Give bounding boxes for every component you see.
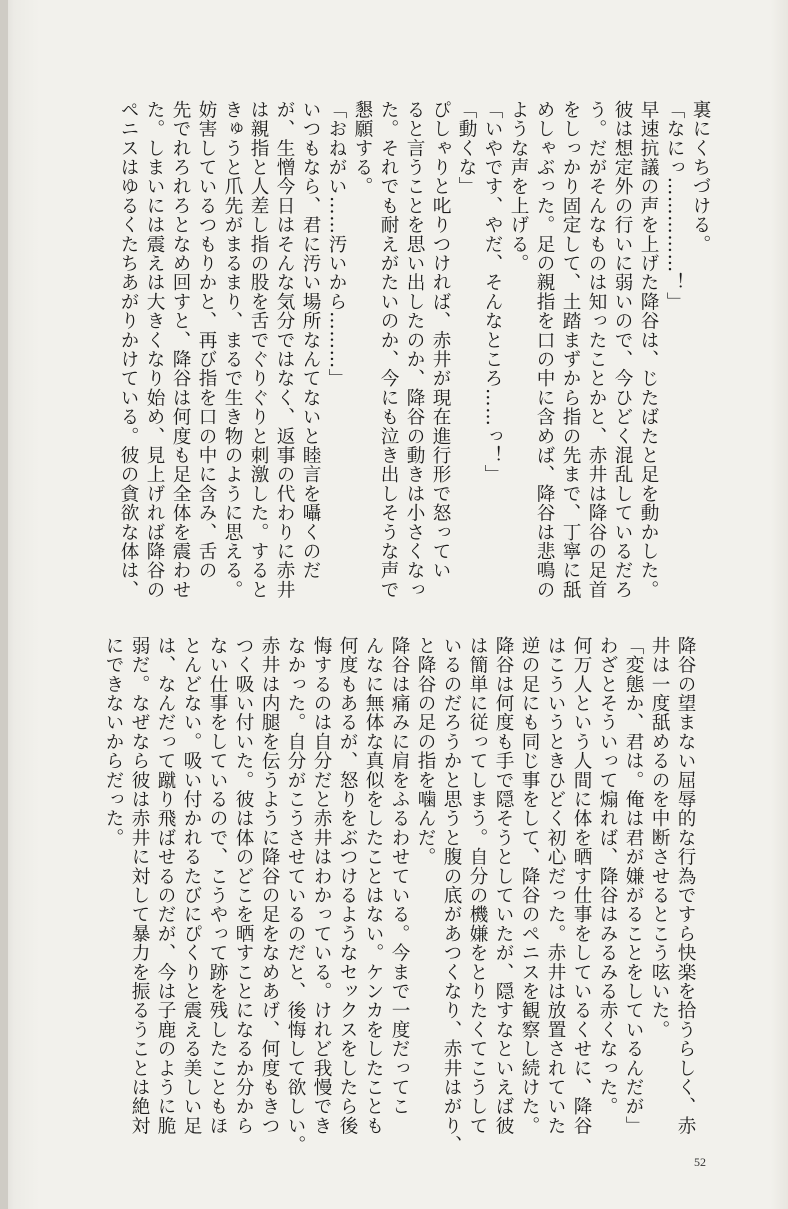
- text-line: 妨害しているつもりかと、再び指を口の中に含み、舌の: [196, 100, 217, 580]
- text-line: 「いやです、やだ、そんなところ……っ！」: [482, 100, 503, 484]
- text-line: 「おねがい……汚いから………」: [326, 100, 347, 388]
- text-line: わざとそういって煽れば、降谷はみるみる赤くなった。: [597, 636, 618, 1116]
- text-line: ペニスはゆるくたちあがりかけている。彼の貪欲な体は、: [118, 100, 139, 600]
- text-line: 降谷は何度も手で隠そうとしていたが、隠すなといえば彼: [493, 636, 514, 1136]
- text-line: 悔するのは自分だと赤井はわかっている。けれど我慢でき: [311, 636, 332, 1136]
- text-line: は親指と人差し指の股を舌でぐりぐりと刺激した。すると: [248, 100, 269, 600]
- text-line: 何度もあるが、怒りをぶつけるようなセックスをしたら後: [337, 636, 358, 1136]
- text-line: 降谷の望まない屈辱的な行為ですら快楽を拾うらしく、赤: [675, 636, 696, 1136]
- text-line: つく吸い付いた。彼は体のどこを晒すことになるか分から: [233, 636, 254, 1136]
- text-block-top: [115, 100, 713, 600]
- text-line: た。それでも耐えがたいのか、今にも泣き出しそうな声で: [378, 100, 399, 600]
- text-line: た。しまいには震えは大きくなり始め、見上げれば降谷の: [144, 100, 165, 600]
- text-line: いつもなら、君に汚い場所なんてないと睦言を囁くのだ: [300, 100, 321, 580]
- text-line: はこういうときひどく初心だった。赤井は放置されていた: [545, 636, 566, 1136]
- text-line: 降谷は痛みに肩をふるわせている。今まで一度だってこ: [389, 636, 410, 1116]
- text-line: ると言うことを思い出したのか、降谷の動きは小さくなっ: [404, 100, 425, 600]
- text-line: 何万人という人間に体を晒す仕事をしているくせに、降谷: [571, 636, 592, 1136]
- text-line: ぴしゃりと叱りつければ、赤井が現在進行形で怒ってい: [430, 100, 451, 580]
- text-line: めしゃぶった。足の親指を口の中に含めば、降谷は悲鳴の: [534, 100, 555, 600]
- text-line: は簡単に従ってしまう。自分の機嫌をとりたくてこうして: [467, 636, 488, 1136]
- text-line: 「動くな」: [456, 100, 477, 196]
- text-line: 懇願する。: [352, 100, 373, 196]
- text-line: なかった。自分がこうさせているのだと、後悔して欲しい。: [285, 636, 306, 1155]
- text-line: と降谷の足の指を噛んだ。: [415, 636, 436, 867]
- text-line: 先でれろれろとなめ回すと、降谷は何度も足全体を震わせ: [170, 100, 191, 600]
- text-line: 赤井は内腿を伝うように降谷の足をなめあげ、何度もきつ: [259, 636, 280, 1136]
- text-line: とんどない。吸い付かれるたびにぴくりと震える美しい足: [181, 636, 202, 1136]
- text-line: いるのだろうかと思うと腹の底があつくなり、赤井はがり、: [441, 636, 462, 1155]
- text-line: 早速抗議の声を上げた降谷は、じたばたと足を動かした。: [638, 100, 659, 600]
- text-line: 「変態か、君は。俺は君が嫌がることをしているんだが」: [623, 636, 644, 1136]
- text-line: 弱だ。なぜなら彼は赤井に対して暴力を振るうことは絶対: [129, 636, 150, 1136]
- text-line: ような声を上げる。: [508, 100, 529, 273]
- text-line: んなに無体な真似をしたことはない。ケンカをしたことも: [363, 636, 384, 1136]
- text-line: にできないからだった。: [103, 636, 124, 848]
- page-gutter-shadow: [0, 0, 8, 1209]
- page-number: 52: [694, 1155, 706, 1169]
- text-line: 井は一度舐めるのを中断させるとこう呟いた。: [649, 636, 670, 1040]
- text-line: をしっかり固定して、土踏まずから指の先まで、丁寧に舐: [560, 100, 581, 600]
- text-block-bottom: [100, 636, 698, 1155]
- text-line: 彼は想定外の行いに弱いので、今ひどく混乱しているだろ: [612, 100, 633, 600]
- text-line: 「なにっ……………！」: [664, 100, 685, 312]
- text-line: 裏にくちづける。: [690, 100, 711, 254]
- text-line: 逆の足にも同じ事をして、降谷のペニスを観察し続けた。: [519, 636, 540, 1136]
- text-line: は、なんだって蹴り飛ばせるのだが、今は子鹿のように脆: [155, 636, 176, 1136]
- text-line: ない仕事をしているので、こうやって跡を残したこともほ: [207, 636, 228, 1136]
- text-line: きゅうと爪先がまるまり、まるで生き物のように思える。: [222, 100, 243, 600]
- text-line: が、生憎今日はそんな気分ではなく、返事の代わりに赤井: [274, 100, 295, 600]
- text-line: う。だがそんなものは知ったことかと、赤井は降谷の足首: [586, 100, 607, 600]
